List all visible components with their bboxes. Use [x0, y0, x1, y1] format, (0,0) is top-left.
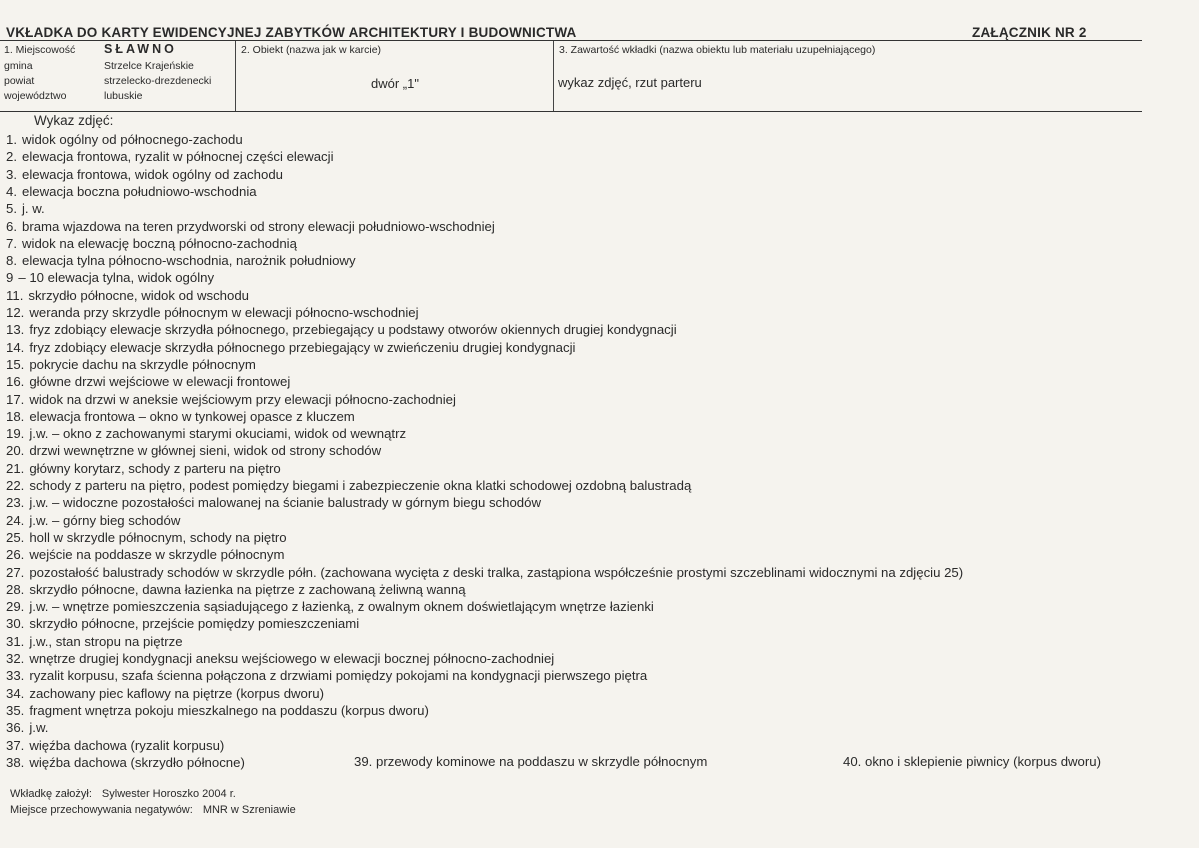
- list-item-text: skrzydło północne, widok od wschodu: [28, 287, 250, 303]
- list-item-number: 30.: [6, 616, 25, 632]
- list-item: [0, 667, 647, 684]
- list-item-text: j.w. – górny bieg schodów: [29, 512, 181, 528]
- list-item: [0, 252, 356, 269]
- list-item-text: elewacja frontowa, ryzalit w północnej części elewacji: [22, 149, 334, 165]
- list-item-text: elewacja boczna południowo-wschodnia: [22, 183, 257, 199]
- list-item: [0, 754, 245, 771]
- form-title: VKŁADKA DO KARTY EWIDENCYJNEJ ZABYTKÓW ARCHITEKTURY I BUDOWNICTWA: [6, 25, 577, 40]
- list-item-text: j.w. – okno z zachowanymi starymi okuciami, widok od wewnątrz: [29, 426, 407, 442]
- list-item-text: pozostałość balustrady schodów w skrzydle półn. (zachowana wycięta z deski tralka, zastąpiona współcześnie prostymi szczeblinami widocznymi na zdjęciu 25): [29, 564, 964, 580]
- list-item-number: 21.: [6, 460, 25, 476]
- list-item: [0, 321, 677, 338]
- list-item-text: elewacja tylna północno-wschodnia, narożnik południowy: [22, 253, 356, 269]
- list-item-text: j.w. – widoczne pozostałości malowanej na ścianie balustrady w górnym biegu schodów: [29, 495, 541, 511]
- list-item: [0, 373, 290, 390]
- list-item-text: główne drzwi wejściowe w elewacji frontowej: [29, 374, 291, 390]
- list-item-text: widok na drzwi w aneksie wejściowym przy elewacji północno-zachodniej: [29, 391, 456, 407]
- list-item-text: skrzydło północne, dawna łazienka na piętrze z zachowaną żeliwną wanną: [29, 581, 466, 597]
- list-item: [0, 460, 281, 477]
- list-item-text: główny korytarz, schody z parteru na piętro: [29, 460, 281, 476]
- list-item-text: więźba dachowa (ryzalit korpusu): [29, 737, 225, 753]
- list-item-text: ryzalit korpusu, szafa ścienna połączona z drzwiami pomiędzy pokojami na kondygnacji pierwszego piętra: [29, 668, 648, 684]
- list-item-number: 19.: [6, 426, 25, 442]
- list-item-number: 8.: [6, 253, 17, 269]
- attachment-number: ZAŁĄCZNIK NR 2: [972, 25, 1087, 40]
- list-item-number: 9: [6, 270, 14, 286]
- list-item-number: 36.: [6, 720, 25, 736]
- object-value: dwór „1": [371, 76, 419, 91]
- author-line: [10, 788, 236, 800]
- list-item: [0, 477, 691, 494]
- list-item: [0, 425, 406, 442]
- list-item-text: holl w skrzydle północnym, schody na piętro: [29, 529, 287, 545]
- powiat-value: strzelecko-drezdenecki: [104, 75, 212, 87]
- list-item: [0, 598, 654, 615]
- list-item: [0, 339, 575, 356]
- list-item-number: 32.: [6, 651, 25, 666]
- list-item: [0, 304, 419, 321]
- list-item-number: 28.: [6, 581, 25, 597]
- wojewodztwo-value: lubuskie: [104, 90, 143, 102]
- list-item-text: fryz zdobiący elewacje skrzydła północnego przebiegający w zwieńczeniu drugiej kondygnacji: [29, 339, 576, 355]
- list-item-number: 5.: [6, 201, 17, 217]
- contents-cell: [554, 41, 1142, 111]
- list-item-text: więźba dachowa (skrzydło północne): [29, 754, 245, 770]
- list-item-number: 7.: [6, 235, 17, 251]
- storage-label: Miejsce przechowywania negatywów:: [10, 804, 193, 816]
- list-item-text: brama wjazdowa na teren przydworski od strony elewacji południowo-wschodniej: [22, 218, 495, 234]
- list-item-text: widok na elewację boczną północno-zachodnią: [22, 235, 297, 251]
- list-item-number: 18.: [6, 408, 25, 424]
- list-item: [0, 581, 466, 598]
- storage-line: [10, 804, 296, 816]
- list-item: [0, 633, 183, 650]
- list-item: [0, 183, 257, 200]
- list-item: [0, 218, 495, 235]
- list-item-text: j.w.: [29, 720, 49, 736]
- object-label: 2. Obiekt (nazwa jak w karcie): [241, 44, 382, 56]
- list-item-number: 12.: [6, 305, 25, 320]
- list-item: [0, 546, 284, 563]
- list-item: [0, 442, 381, 459]
- list-item-text: skrzydło północne, przejście pomiędzy pomieszczeniami: [29, 616, 360, 632]
- list-item-number: 2.: [6, 149, 17, 165]
- list-item-text: – 10 elewacja tylna, widok ogólny: [18, 270, 215, 286]
- gmina-label: gmina: [4, 60, 33, 72]
- list-item-number: 33.: [6, 668, 25, 684]
- list-item-number: 26.: [6, 547, 25, 563]
- list-item: [0, 512, 180, 529]
- place-value: SŁAWNO: [104, 42, 177, 56]
- list-item: [0, 269, 214, 286]
- list-item-number: 24.: [6, 512, 25, 528]
- list-item-number: 22.: [6, 478, 25, 493]
- list-item-number: 20.: [6, 443, 25, 459]
- list-item-number: 35.: [6, 702, 25, 718]
- list-item-number: 15.: [6, 356, 25, 372]
- list-item: [0, 564, 963, 581]
- storage-value: MNR w Szreniawie: [202, 804, 296, 816]
- author-value: Sylwester Horoszko 2004 r.: [101, 788, 236, 800]
- list-item: [0, 408, 355, 425]
- object-cell: [236, 41, 554, 111]
- list-item-text: zachowany piec kaflowy na piętrze (korpus dworu): [29, 685, 325, 701]
- location-cell: [0, 41, 236, 111]
- list-item-number: 38.: [6, 754, 25, 770]
- list-item-text: elewacja frontowa – okno w tynkowej opasce z kluczem: [29, 408, 355, 424]
- list-item-number: 29.: [6, 599, 25, 615]
- list-item: [0, 131, 243, 148]
- list-item: [0, 650, 554, 667]
- list-item: [0, 166, 283, 183]
- list-item: [0, 148, 334, 165]
- list-item-number: 23.: [6, 495, 25, 511]
- header-table: [0, 40, 1142, 112]
- list-item-number: 11.: [6, 287, 24, 303]
- list-item: [0, 529, 287, 546]
- place-label: 1. Miejscowość: [4, 44, 76, 56]
- list-item-number: 31.: [6, 633, 25, 649]
- list-item: [0, 200, 45, 217]
- list-item: [0, 719, 48, 736]
- list-item: [0, 391, 456, 408]
- list-item-number: 4.: [6, 183, 17, 199]
- list-item-text: fragment wnętrza pokoju mieszkalnego na poddaszu (korpus dworu): [29, 702, 429, 718]
- photo-list-heading: Wykaz zdjęć:: [34, 113, 114, 128]
- list-item: [0, 737, 224, 754]
- list-item-number: 6.: [6, 218, 17, 234]
- contents-label: 3. Zawartość wkładki (nazwa obiektu lub materiału uzupełniającego): [559, 44, 876, 56]
- author-label: Wkładkę założył:: [10, 788, 92, 800]
- list-item-number: 13.: [6, 322, 25, 338]
- list-item: [0, 287, 249, 304]
- powiat-label: powiat: [4, 75, 35, 87]
- list-item-number: 25.: [6, 529, 25, 545]
- list-item-text: schody z parteru na piętro, podest pomiędzy biegami i zabezpieczenie okna klatki schodowej ozdobną balustradą: [29, 478, 692, 493]
- list-item-text: wejście na poddasze w skrzydle północnym: [29, 547, 285, 563]
- list-item-number: 37.: [6, 737, 25, 753]
- list-item-text: j.w., stan stropu na piętrze: [29, 633, 183, 649]
- list-item-text: weranda przy skrzydle północnym w elewacji północno-wschodniej: [29, 305, 419, 320]
- list-item-number: 3.: [6, 166, 17, 182]
- list-item-number: 27.: [6, 564, 25, 580]
- list-item-number: 14.: [6, 339, 25, 355]
- list-item: [0, 685, 324, 702]
- list-item-number: 34.: [6, 685, 25, 701]
- list-item-40: 40. okno i sklepienie piwnicy (korpus dworu): [843, 754, 1102, 769]
- list-item: [0, 615, 359, 632]
- list-item-text: j.w. – wnętrze pomieszczenia sąsiadującego z łazienką, z owalnym oknem doświetlającym wnętrze łazienki: [29, 599, 654, 615]
- wojewodztwo-label: województwo: [4, 90, 67, 102]
- gmina-value: Strzelce Krajeńskie: [104, 60, 194, 72]
- list-item: [0, 702, 429, 719]
- list-item-text: drzwi wewnętrzne w głównej sieni, widok od strony schodów: [29, 443, 382, 459]
- list-item-text: pokrycie dachu na skrzydle północnym: [29, 356, 256, 372]
- list-item-39: 39. przewody kominowe na poddaszu w skrzydle północnym: [354, 754, 708, 769]
- list-item-text: wnętrze drugiej kondygnacji aneksu wejściowego w elewacji bocznej północno-zachodniej: [29, 651, 555, 666]
- list-item-number: 1.: [6, 132, 17, 147]
- list-item-number: 17.: [6, 391, 25, 407]
- list-item: [0, 235, 297, 252]
- list-item-text: elewacja frontowa, widok ogólny od zachodu: [22, 166, 283, 182]
- list-item: [0, 356, 256, 373]
- list-item-number: 16.: [6, 374, 25, 390]
- list-item: [0, 494, 541, 511]
- list-item-text: widok ogólny od północnego-zachodu: [22, 132, 243, 147]
- contents-value: wykaz zdjęć, rzut parteru: [558, 75, 702, 90]
- list-item-text: fryz zdobiący elewacje skrzydła północnego, przebiegający u podstawy otworów okiennych drugiej kondygnacji: [29, 322, 677, 338]
- list-item-text: j. w.: [22, 201, 45, 217]
